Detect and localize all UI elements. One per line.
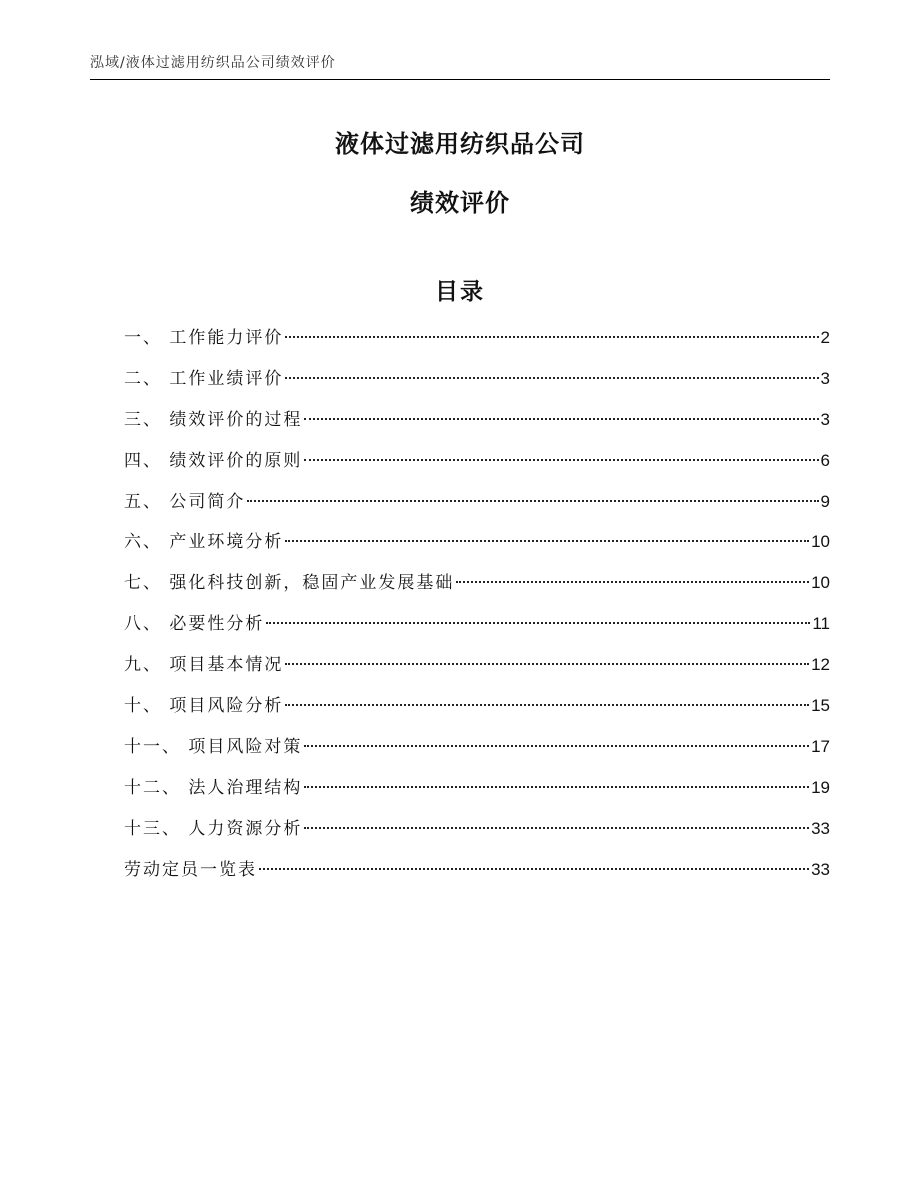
toc-entry[interactable] bbox=[124, 487, 830, 528]
toc-heading: 目录 bbox=[435, 279, 485, 305]
toc-entry-page: 17 bbox=[811, 736, 830, 756]
toc-entry-label: 二、 工作业绩评价 bbox=[124, 368, 284, 389]
toc-entry[interactable] bbox=[124, 527, 830, 568]
toc-entry-page: 2 bbox=[820, 328, 830, 347]
toc-dot-leader bbox=[456, 581, 809, 583]
toc-entry-label: 七、 强化科技创新，稳固产业发展基础 bbox=[124, 573, 455, 594]
toc-entry-page: 33 bbox=[811, 859, 830, 879]
toc-dot-leader bbox=[285, 540, 809, 542]
toc-entry-page: 6 bbox=[820, 450, 830, 470]
toc-entry-label: 六、 产业环境分析 bbox=[124, 532, 284, 553]
toc-entry-label: 十三、 人力资源分析 bbox=[124, 818, 303, 839]
toc-dot-leader bbox=[304, 786, 809, 788]
toc-dot-leader bbox=[304, 418, 818, 420]
toc-entry-label: 九、 项目基本情况 bbox=[124, 655, 284, 676]
toc-dot-leader bbox=[285, 336, 818, 338]
toc-dot-leader bbox=[285, 663, 809, 665]
toc-entry[interactable] bbox=[124, 650, 830, 691]
toc-dot-leader bbox=[266, 622, 810, 624]
table-of-contents bbox=[124, 323, 830, 895]
toc-entry-page: 3 bbox=[820, 368, 830, 388]
toc-entry-page: 9 bbox=[820, 491, 830, 511]
toc-entry-label: 五、 公司简介 bbox=[124, 491, 246, 512]
toc-entry[interactable] bbox=[124, 405, 830, 446]
toc-entry-label: 一、 工作能力评价 bbox=[124, 328, 284, 348]
toc-entry-label: 十一、 项目风险对策 bbox=[124, 736, 303, 757]
toc-entry-page: 10 bbox=[811, 573, 830, 593]
toc-dot-leader bbox=[247, 500, 818, 502]
toc-entry-page: 33 bbox=[811, 818, 830, 838]
toc-dot-leader bbox=[285, 377, 818, 379]
toc-entry[interactable] bbox=[124, 323, 830, 364]
header-divider bbox=[90, 79, 830, 80]
toc-entry-label: 八、 必要性分析 bbox=[124, 614, 265, 635]
document-subtitle: 绩效评价 bbox=[410, 189, 510, 217]
toc-entry[interactable] bbox=[124, 691, 830, 732]
toc-entry-page: 15 bbox=[811, 696, 830, 716]
toc-entry[interactable] bbox=[124, 855, 830, 896]
toc-entry-page: 11 bbox=[812, 614, 830, 634]
toc-entry-page: 12 bbox=[811, 655, 830, 675]
toc-entry-label: 劳动定员一览表 bbox=[124, 859, 257, 880]
toc-entry[interactable] bbox=[124, 814, 830, 855]
toc-dot-leader bbox=[259, 868, 809, 870]
running-header: 泓域/液体过滤用纺织品公司绩效评价 bbox=[90, 55, 336, 71]
toc-entry[interactable] bbox=[124, 732, 830, 773]
toc-dot-leader bbox=[304, 745, 809, 747]
toc-entry-page: 10 bbox=[811, 532, 830, 552]
toc-dot-leader bbox=[285, 704, 809, 706]
toc-entry-label: 四、 绩效评价的原则 bbox=[124, 450, 303, 471]
toc-entry-label: 十二、 法人治理结构 bbox=[124, 777, 303, 798]
toc-dot-leader bbox=[304, 827, 809, 829]
toc-entry-page: 19 bbox=[811, 777, 830, 797]
toc-entry-page: 3 bbox=[820, 409, 830, 429]
toc-entry[interactable] bbox=[124, 609, 830, 650]
document-title: 液体过滤用纺织品公司 bbox=[335, 130, 585, 158]
toc-entry-label: 三、 绩效评价的过程 bbox=[124, 409, 303, 430]
toc-entry-label: 十、 项目风险分析 bbox=[124, 696, 284, 717]
toc-entry[interactable] bbox=[124, 446, 830, 487]
toc-entry[interactable] bbox=[124, 364, 830, 405]
toc-entry[interactable] bbox=[124, 568, 830, 609]
toc-dot-leader bbox=[304, 459, 818, 461]
toc-entry[interactable] bbox=[124, 773, 830, 814]
